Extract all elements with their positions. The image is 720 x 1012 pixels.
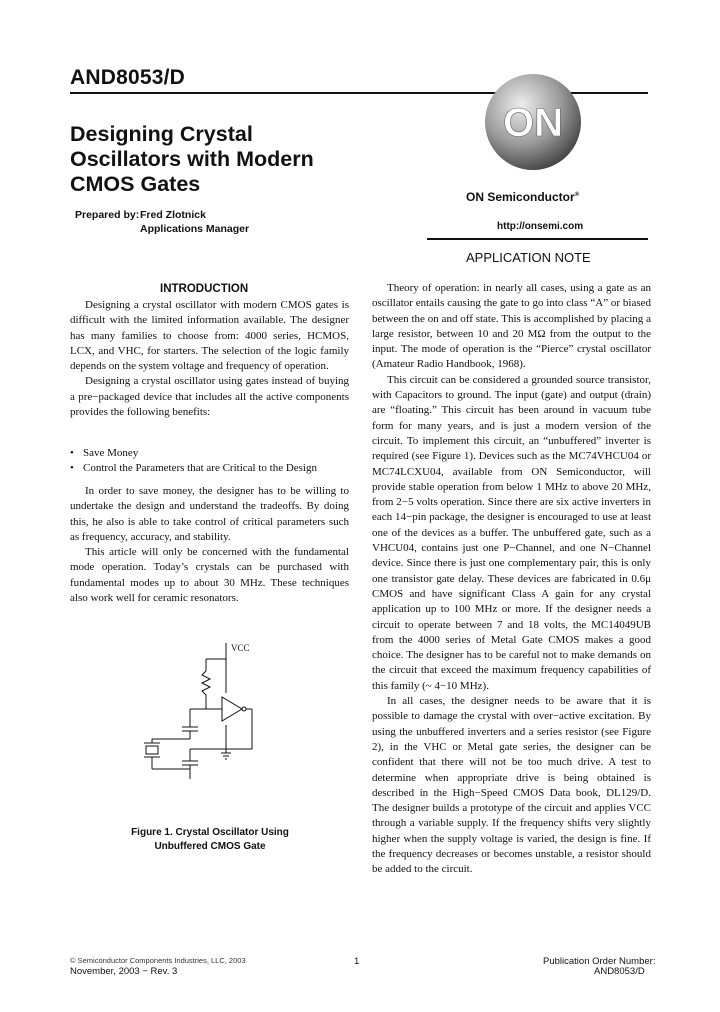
title-line-2: Oscillators with Modern — [70, 147, 314, 171]
right-column-body — [372, 281, 651, 878]
title-line-1: Designing Crystal — [70, 122, 253, 146]
intro-paragraph: Designing a crystal oscillator with modern CMOS gates is difficult with the limited information available. The designer has many families to choose from: 4000 series, HCMOS, LCX, and VHC, for starters. The selection of the logic family depends on the system voltage and frequency of operation. — [70, 299, 349, 373]
intro-paragraph: This article will only be concerned with the fundamental mode operation. Today’s crystals can be purchased with fundamental modes up to about 30 MHz. These techniques also work well for ceramic resonators. — [70, 546, 349, 605]
figure-caption-line-1: Figure 1. Crystal Oscillator Using — [131, 827, 289, 838]
publication-number: AND8053/D — [594, 966, 645, 977]
list-item-text: Control the Parameters that are Critical to the Design — [83, 462, 317, 474]
introduction-heading: INTRODUCTION — [160, 283, 249, 295]
application-note-rule — [427, 238, 648, 240]
list-item — [70, 461, 349, 476]
body-paragraph: In all cases, the designer needs to be aware that it is possible to damage the crystal with over−active excitation. By using the unbuffered inverters and a series resistor (see Figure 2), in the VHC or Metal gate series, the designer can be confident that there will not be too much drive. A test to determine when appropriate drive is being obtained is described in the High−Speed CMOS Data book, DL129/D. The designer builds a prototype of the circuit and applies VCC through a variable supply. If the frequency shifts very slightly higher when the supply voltage is varied, the design is fine. If the frequency decreases or becomes unstable, a resistor should be added to the circuit. — [372, 695, 651, 876]
document-number: AND8053/D — [70, 66, 186, 89]
body-paragraph: Theory of operation: in nearly all cases, using a gate as an oscillator entails causing the gate to go into class “A” or biased between the on and off state. This is accomplished by placing a large resistor, between 10 and 20 MΩ from the output to the input. The mode of operation is the “Pierce” crystal oscillator (Amateur Radio Handbook, 1968). — [372, 282, 651, 371]
figure-caption-line-2: Unbuffered CMOS Gate — [154, 841, 266, 852]
prepared-by-label: Prepared by: — [75, 209, 140, 221]
document-title — [70, 122, 400, 197]
publication-label: Publication Order Number: — [543, 956, 656, 967]
date-revision: November, 2003 − Rev. 3 — [70, 966, 178, 977]
benefits-list — [70, 446, 349, 476]
copyright-notice: © Semiconductor Components Industries, LLC, 2003 — [70, 956, 246, 965]
introduction-body — [70, 298, 349, 420]
crystal-oscillator-schematic — [140, 635, 280, 785]
introduction-body-continued — [70, 484, 349, 606]
intro-paragraph: In order to save money, the designer has to be willing to undertake the design and understand the tradeoffs. By doing this, he also is able to take control of critical parameters such as frequency, accuracy, and stability. — [70, 485, 349, 543]
company-url-link[interactable]: http://onsemi.com — [497, 221, 584, 232]
title-line-3: CMOS Gates — [70, 172, 201, 196]
body-paragraph: This circuit can be considered a grounded source transistor, with Capacitors to ground. The input (gate) and output (drain) are “floating.” This circuit has been around in vacuum tube form for many years, and is just a modern version of the circuit. To implement this circuit, an “unbuffered” inverter is required (see Figure 1). Devices such as the MC74VHCU04 or MC74LCXU04, available from ON Semiconductor, will provide stable operation from below 1 MHz to above 20 MHz, from 2−5 volts operation. Since there are six active inverters in each 14−pin package, the designer is encouraged to use at least one of the devices as a buffer. The unbuffered gate, such as a VHCU04, contains just one P−Channel, and one N−Channel device. Since there is just one complementary pair, this is only one transistor gate delay. These devices are fabricated in 0.6μ CMOS and have significant Class A gain for any crystal application up to 100 MHz or more. If the designer needs a circuit to operate between 7 and 18 volts, the MC14049UB from the 4000 series of Metal Gate CMOS makes a good choice. The designer has to be careful not to make demands on the circuit that exceed the maximum frequency capabilities of this family (~ 4−10 MHz). — [372, 373, 651, 692]
company-name — [466, 190, 579, 204]
on-semiconductor-logo — [483, 72, 583, 172]
bullet-icon: • — [70, 447, 74, 459]
author-role: Applications Manager — [140, 223, 250, 235]
registered-mark: ® — [574, 192, 580, 198]
figure-caption — [100, 826, 320, 854]
author-name: Fred Zlotnick — [140, 209, 206, 221]
bullet-icon: • — [70, 462, 74, 474]
section-label: APPLICATION NOTE — [466, 250, 591, 265]
intro-paragraph: Designing a crystal oscillator using gates instead of buying a pre−packaged device that includes all the active components provides the following benefits: — [70, 375, 349, 419]
logo-text: ON — [503, 101, 563, 145]
page-number: 1 — [354, 956, 360, 967]
vcc-label: VCC — [231, 643, 250, 653]
company-name-text: ON Semiconductor — [466, 190, 575, 204]
list-item — [70, 446, 349, 461]
list-item-text: Save Money — [83, 447, 139, 459]
